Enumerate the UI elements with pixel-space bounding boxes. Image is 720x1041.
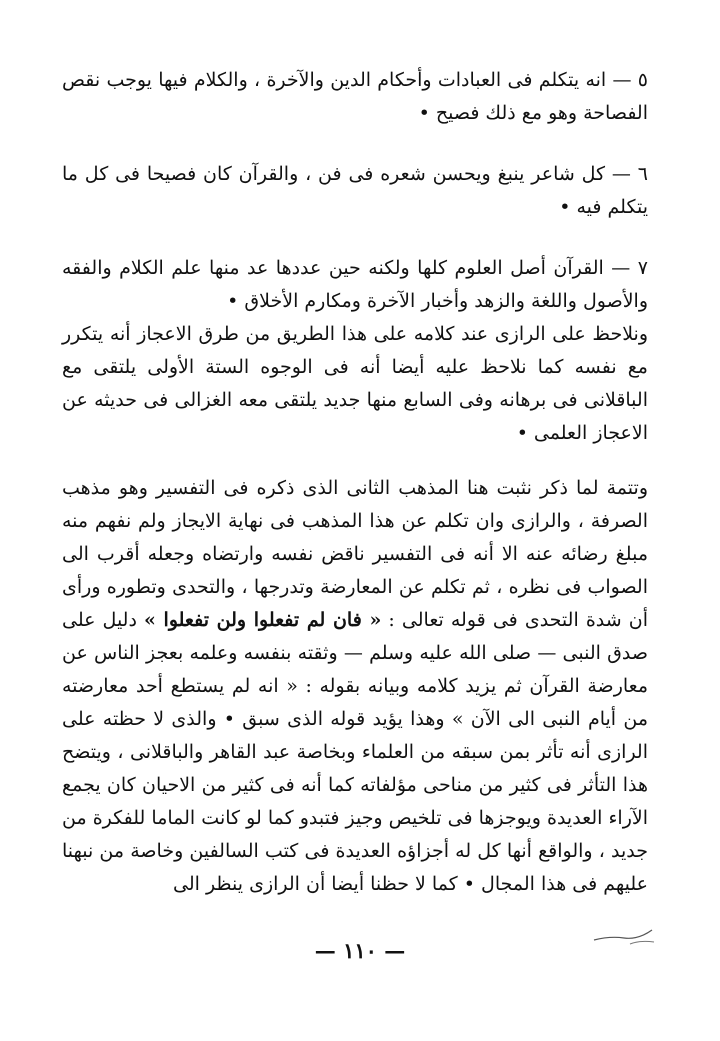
main-paragraph-before-quote: وتتمة لما ذكر نثبت هنا المذهب الثانى الذى ذكره فى التفسير وهو مذهب الصرفة ، والرازى وان تكلم عن هذا المذهب فى نهاية الايجاز ولم نفهم منه مبلغ رضائه عنه الا أنه فى التفسير ناقض نفسه وارتضاه وجعله أقرب الى الصواب فى نظره ، ثم تكلم عن المعارضة وتدرجها ، والتحدى وتطوره ورأى أن شدة التحدى فى قوله تعالى : <box>62 477 648 631</box>
main-paragraph-after-quote: دليل على صدق النبى — صلى الله عليه وسلم — وثقته بنفسه وعلمه بعجز الناس عن معارضة القرآن ثم يزيد كلامه وبيانه بقوله : « انه لم يستطع أحد معارضته من أيام النبى الى الآن » وهذا يؤيد قوله الذى سبق • والذى لا حظته على الرازى أنه تأثر بمن سبقه من العلماء وبخاصة عبد القاهر والباقلانى ، ويتضح هذا التأثر فى كثير من مناحى مؤلفاته كما أنه فى كثير من الاحيان كان يجمع الآراء العديدة ويوجزها فى تلخيص وجيز فتبدو كما لو كانت الماما للفكرة من جديد ، والواقع أنها كل له أجزاؤه العديدة فى كتب السالفين وخاصة من نبهنا عليهم فى هذا المجال • كما لا حظنا أيضا أن الرازى ينظر الى <box>62 609 648 895</box>
main-paragraph <box>62 472 648 901</box>
quranic-quote: « فان لم تفعلوا ولن تفعلوا » <box>144 609 382 631</box>
note-paragraph: ونلاحظ على الرازى عند كلامه على هذا الطريق من طرق الاعجاز أنه يتكرر مع نفسه كما نلاحظ عليه أيضا أنه فى الوجوه الستة الأولى يلتقى مع الباقلانى فى برهانه وفى السابع منها جديد يلتقى معه الغزالى فى حديثه عن الاعجاز العلمى • <box>62 323 648 444</box>
list-item-6: ٦ — كل شاعر ينبغ ويحسن شعره فى فن ، والقرآن كان فصيحا فى كل ما يتكلم فيه • <box>62 163 648 218</box>
page-number: — ١١٠ — <box>314 938 406 963</box>
list-item-7: ٧ — القرآن أصل العلوم كلها ولكنه حين عددها عد منها علم الكلام والفقه والأصول واللغة والزهد وأخبار الآخرة ومكارم الأخلاق • <box>62 257 648 312</box>
list-item-5: ٥ — انه يتكلم فى العبادات وأحكام الدين والآخرة ، والكلام فيها يوجب نقص الفصاحة وهو مع ذلك فصيح • <box>62 69 648 124</box>
